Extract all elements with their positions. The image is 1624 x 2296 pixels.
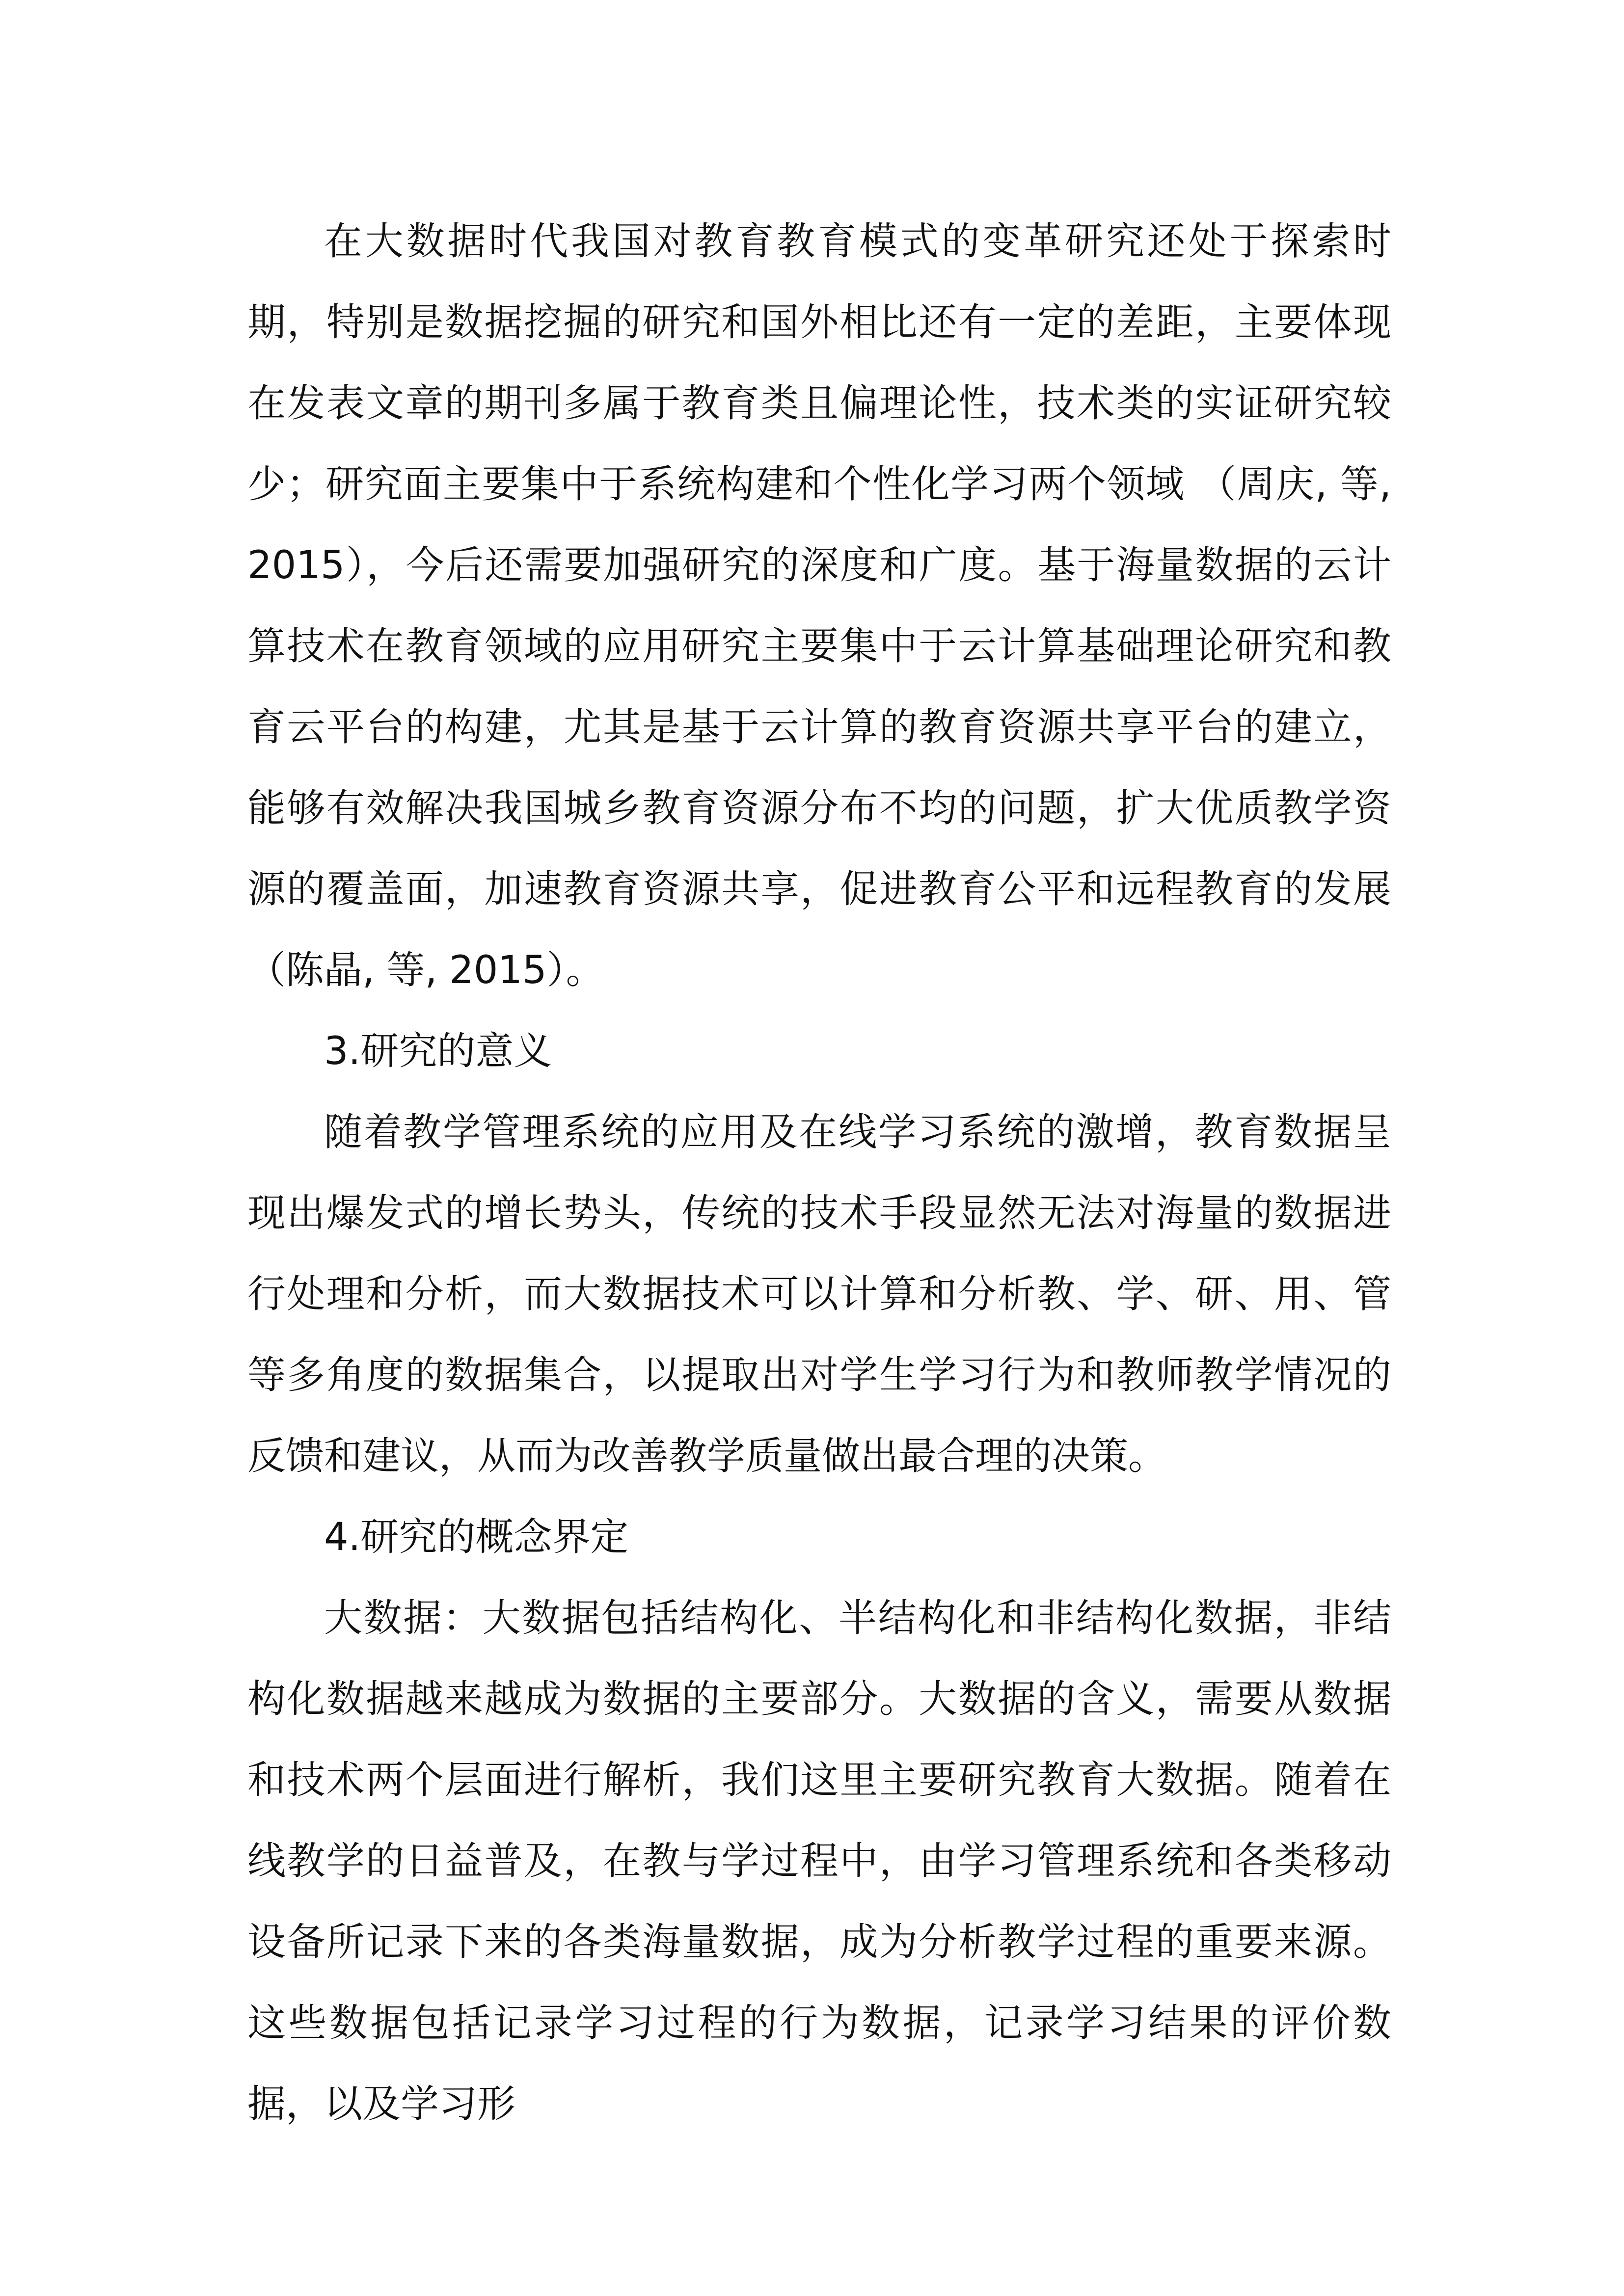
section-heading-significance: 3.研究的意义 [324, 1029, 552, 1073]
paragraph-research-status: 在大数据时代我国对教育教育模式的变革研究还处于探索时期，特别是数据挖掘的研究和国外相比还有一定的差距，主要体现在发表文章的期刊多属于教育类且偏理论性，技术类的实证研究较少；研究面主要集中于系统构建和个性化学习两个领域 （周庆, 等, 2015），今后还需要加强研究的深度和广度。基于海量数据的云计算技术在教育领域的应用研究主要集中于云计算基础理论研究和教育云平台的构建，尤其是基于云计算的教育资源共享平台的建立，能够有效解决我国城乡教育资源分布不均的问题，扩大优质教学资源的覆盖面，加速教育资源共享，促进教育公平和远程教育的发展（陈晶, 等, 2015）。 [247, 219, 1391, 992]
paragraph-significance: 随着教学管理系统的应用及在线学习系统的激增，教育数据呈现出爆发式的增长势头，传统的技术手段显然无法对海量的数据进行处理和分析，而大数据技术可以计算和分析教、学、研、用、管等多角度的数据集合，以提取出对学生学习行为和教师教学情况的反馈和建议，从而为改善教学质量做出最合理的决策。 [247, 1110, 1391, 1478]
section-heading-concept-definition: 4.研究的概念界定 [324, 1515, 629, 1559]
paragraph-big-data-definition: 大数据：大数据包括结构化、半结构化和非结构化数据，非结构化数据越来越成为数据的主要部分。大数据的含义，需要从数据和技术两个层面进行解析，我们这里主要研究教育大数据。随着在线教学的日益普及，在教与学过程中，由学习管理系统和各类移动设备所记录下来的各类海量数据，成为分析教学过程的重要来源。这些数据包括记录学习过程的行为数据，记录学习结果的评价数据，以及学习形 [247, 1596, 1391, 2126]
document-body [247, 201, 1391, 2145]
